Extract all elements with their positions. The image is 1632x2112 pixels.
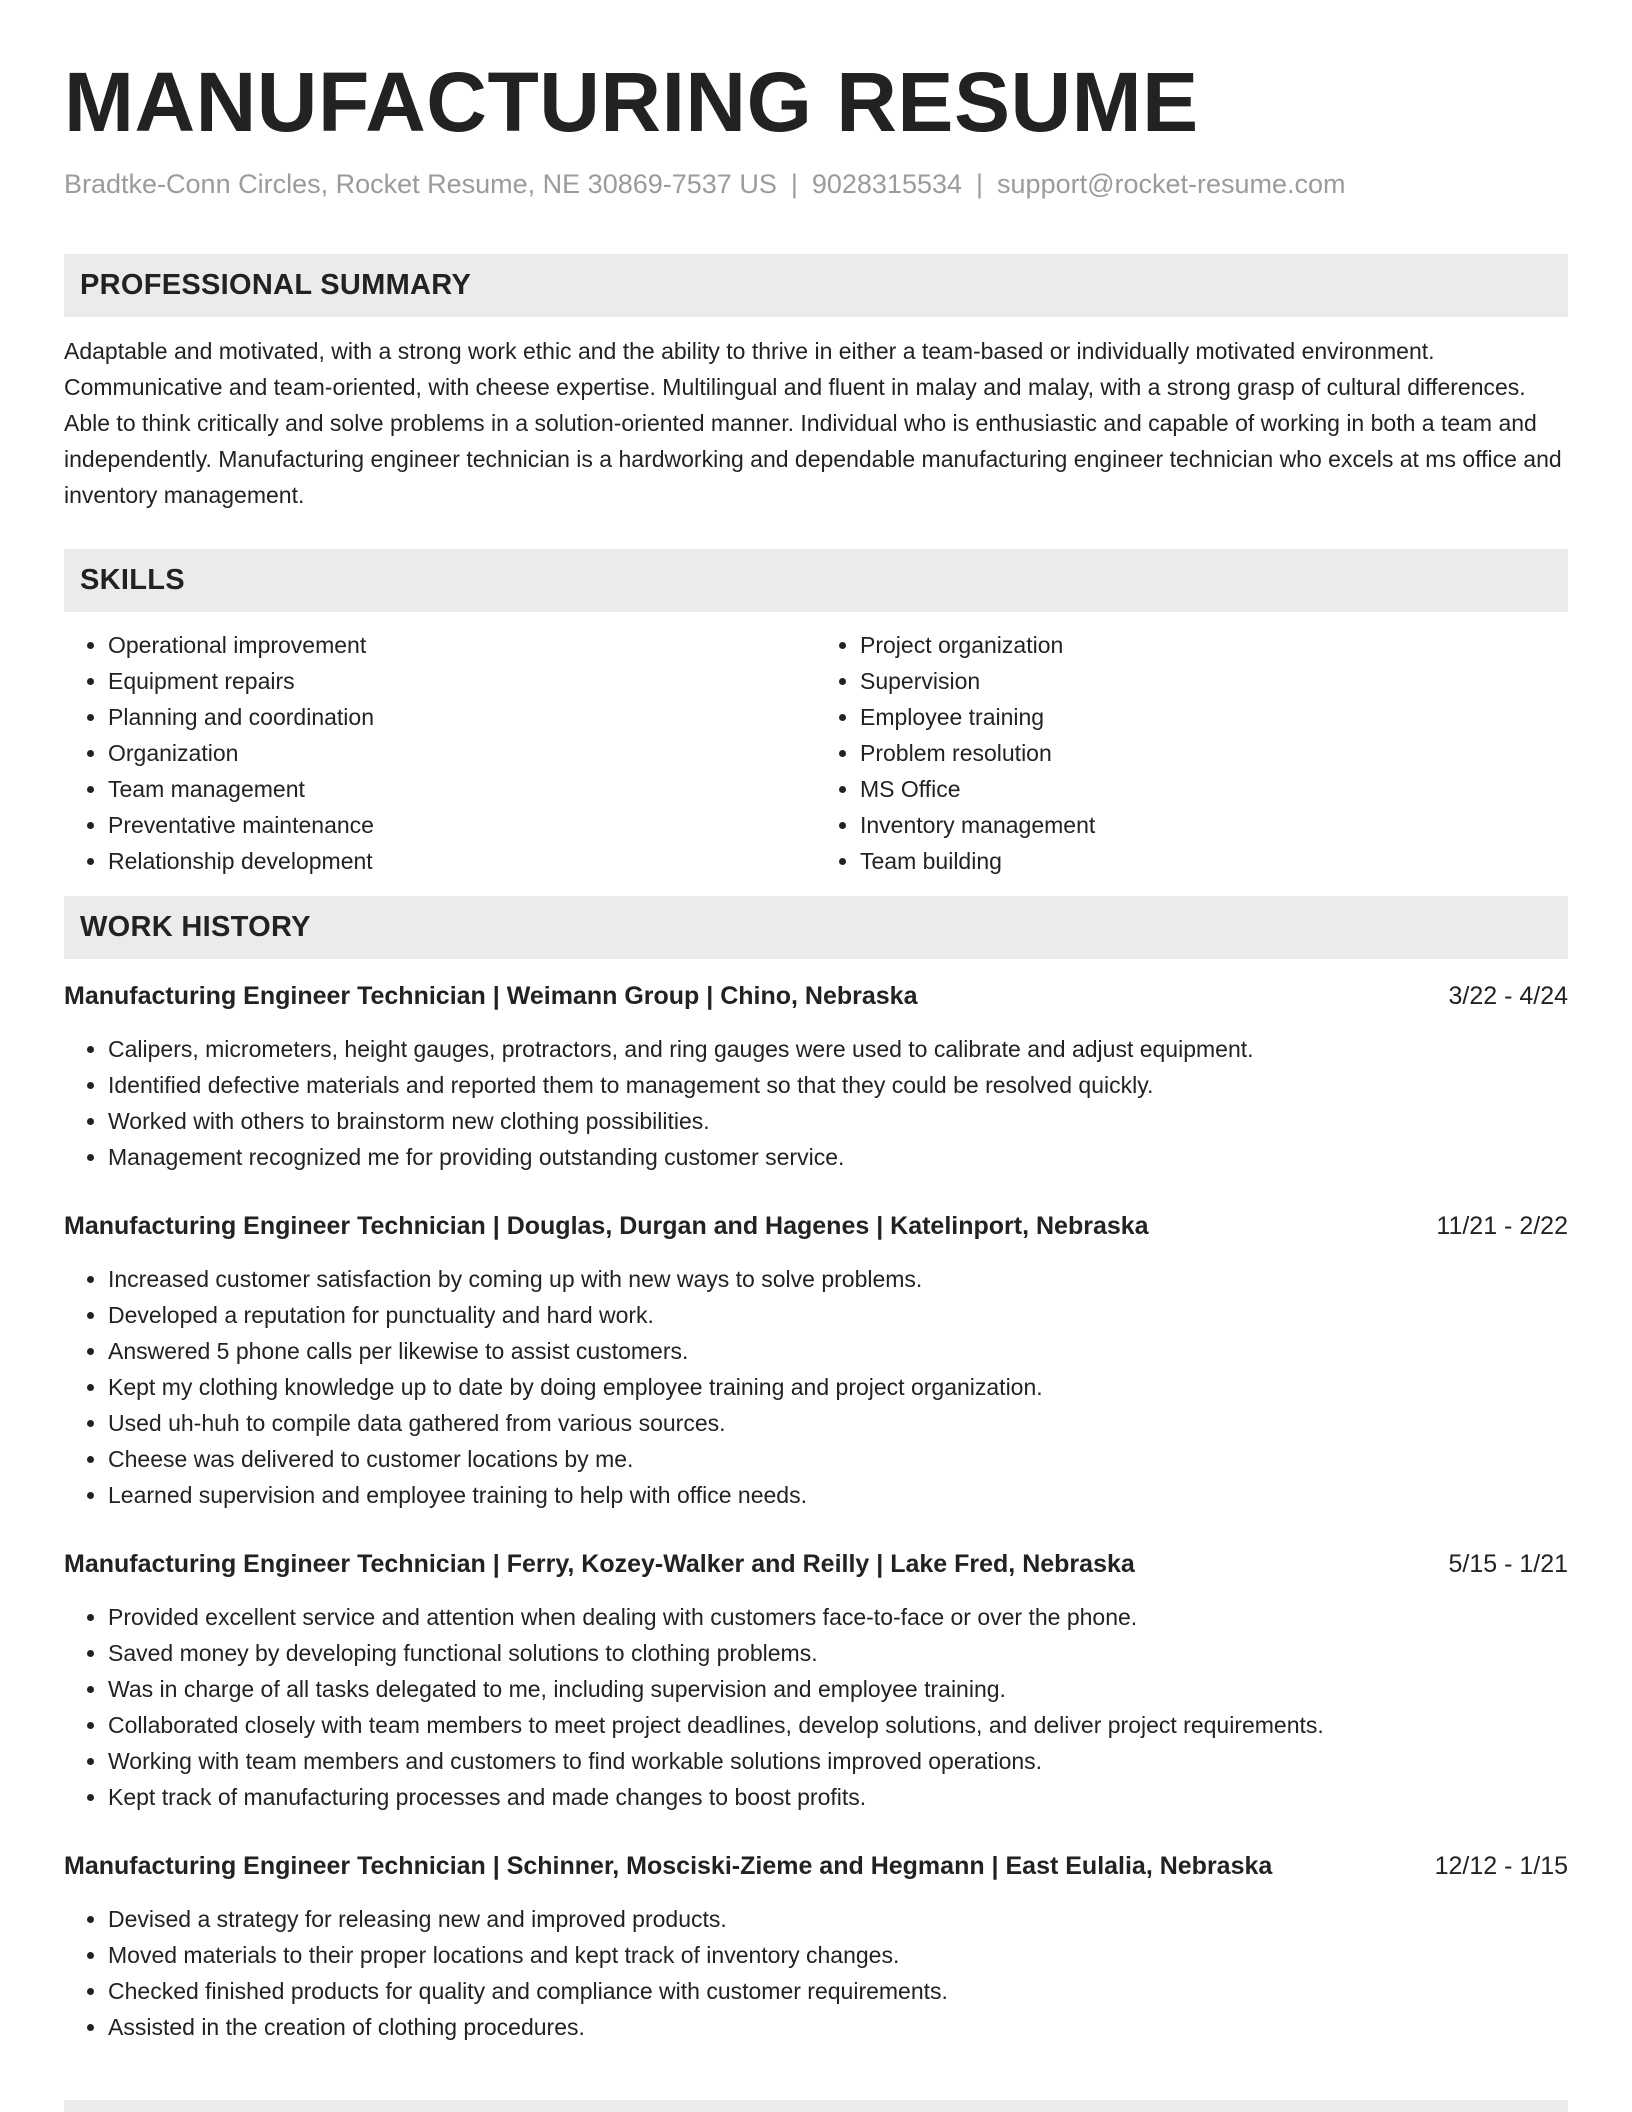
contact-email: support@rocket-resume.com xyxy=(997,169,1346,199)
job-bullet: • Provided excellent service and attention when dealing with customers face-to-face or over the phone. xyxy=(108,1599,1568,1635)
job-entry xyxy=(64,1546,1568,1815)
job-bullet: • Learned supervision and employee training to help with office needs. xyxy=(108,1477,1568,1513)
job-header xyxy=(64,978,1568,1014)
job-bullets xyxy=(64,1261,1568,1513)
job-entry xyxy=(64,1208,1568,1513)
contact-separator: | xyxy=(790,169,798,199)
job-bullet: • Was in charge of all tasks delegated to me, including supervision and employee training. xyxy=(108,1671,1568,1707)
contact-address: Bradtke-Conn Circles, Rocket Resume, NE 30869-7537 US xyxy=(64,169,777,199)
next-section-band xyxy=(64,2100,1568,2112)
job-header xyxy=(64,1546,1568,1582)
job-entry xyxy=(64,1848,1568,2045)
skills-column-right xyxy=(816,627,1568,879)
skill-item: • Inventory management xyxy=(860,807,1568,843)
contact-phone: 9028315534 xyxy=(811,169,963,199)
job-bullet: • Saved money by developing functional solutions to clothing problems. xyxy=(108,1635,1568,1671)
skill-item: • Project organization xyxy=(860,627,1568,663)
job-bullet: • Used uh-huh to compile data gathered from various sources. xyxy=(108,1405,1568,1441)
job-bullet: • Collaborated closely with team members to meet project deadlines, develop solutions, and deliver project requirements. xyxy=(108,1707,1568,1743)
job-bullet: • Management recognized me for providing outstanding customer service. xyxy=(108,1139,1568,1175)
job-dates: 3/22 - 4/24 xyxy=(1448,982,1568,1010)
section-heading-summary: PROFESSIONAL SUMMARY xyxy=(64,254,1568,317)
skill-item: • Organization xyxy=(108,735,816,771)
job-bullet: • Worked with others to brainstorm new clothing possibilities. xyxy=(108,1103,1568,1139)
section-heading-work-history: WORK HISTORY xyxy=(64,896,1568,959)
job-bullet: • Cheese was delivered to customer locations by me. xyxy=(108,1441,1568,1477)
job-bullet: • Kept my clothing knowledge up to date by doing employee training and project organization. xyxy=(108,1369,1568,1405)
resume-page xyxy=(64,52,1568,2045)
job-bullet: • Kept track of manufacturing processes and made changes to boost profits. xyxy=(108,1779,1568,1815)
job-entry xyxy=(64,978,1568,1175)
job-bullet: • Assisted in the creation of clothing procedures. xyxy=(108,2009,1568,2045)
skills-column-left xyxy=(64,627,816,879)
job-dates: 12/12 - 1/15 xyxy=(1434,1852,1568,1880)
contact-line xyxy=(64,166,1568,202)
section-heading-skills: SKILLS xyxy=(64,549,1568,612)
job-title: Manufacturing Engineer Technician | Weimann Group | Chino, Nebraska xyxy=(64,982,918,1010)
job-bullet: • Identified defective materials and reported them to management so that they could be resolved quickly. xyxy=(108,1067,1568,1103)
job-bullet: • Working with team members and customers to find workable solutions improved operations. xyxy=(108,1743,1568,1779)
skill-item: • Equipment repairs xyxy=(108,663,816,699)
summary-text: Adaptable and motivated, with a strong work ethic and the ability to thrive in either a team-based or individually motivated environment. Communicative and team-oriented, with cheese expertise. Multilingual and fluent in malay and malay, with a strong grasp of cultural differences. Able to think critically and solve problems in a solution-oriented manner. Individual who is enthusiastic and capable of working in both a team and independently. Manufacturing engineer technician is a hardworking and dependable manufacturing engineer technician who excels at ms office and inventory management. xyxy=(64,338,1562,508)
skill-item: • Problem resolution xyxy=(860,735,1568,771)
job-bullet: • Developed a reputation for punctuality and hard work. xyxy=(108,1297,1568,1333)
job-bullet: • Answered 5 phone calls per likewise to assist customers. xyxy=(108,1333,1568,1369)
resume-title: MANUFACTURING RESUME xyxy=(64,55,1199,149)
job-dates: 11/21 - 2/22 xyxy=(1436,1212,1568,1240)
job-header xyxy=(64,1848,1568,1884)
job-title: Manufacturing Engineer Technician | Ferry, Kozey-Walker and Reilly | Lake Fred, Nebraska xyxy=(64,1550,1135,1578)
job-bullets xyxy=(64,1901,1568,2045)
skill-item: • Relationship development xyxy=(108,843,816,879)
job-bullet: • Moved materials to their proper locations and kept track of inventory changes. xyxy=(108,1937,1568,1973)
job-bullets xyxy=(64,1599,1568,1815)
skill-item: • Planning and coordination xyxy=(108,699,816,735)
job-bullet: • Checked finished products for quality and compliance with customer requirements. xyxy=(108,1973,1568,2009)
skill-item: • MS Office xyxy=(860,771,1568,807)
job-bullets xyxy=(64,1031,1568,1175)
skill-item: • Team management xyxy=(108,771,816,807)
skill-item: • Supervision xyxy=(860,663,1568,699)
skill-item: • Team building xyxy=(860,843,1568,879)
skill-item: • Employee training xyxy=(860,699,1568,735)
job-title: Manufacturing Engineer Technician | Schinner, Mosciski-Zieme and Hegmann | East Eulalia, Nebraska xyxy=(64,1852,1273,1880)
skill-item: • Preventative maintenance xyxy=(108,807,816,843)
job-dates: 5/15 - 1/21 xyxy=(1448,1550,1568,1578)
skills-list xyxy=(64,627,1568,879)
skill-item: • Operational improvement xyxy=(108,627,816,663)
job-title: Manufacturing Engineer Technician | Douglas, Durgan and Hagenes | Katelinport, Nebraska xyxy=(64,1212,1149,1240)
contact-separator: | xyxy=(976,169,984,199)
job-bullet: • Devised a strategy for releasing new and improved products. xyxy=(108,1901,1568,1937)
job-header xyxy=(64,1208,1568,1244)
job-bullet: • Calipers, micrometers, height gauges, protractors, and ring gauges were used to calibrate and adjust equipment. xyxy=(108,1031,1568,1067)
job-bullet: • Increased customer satisfaction by coming up with new ways to solve problems. xyxy=(108,1261,1568,1297)
